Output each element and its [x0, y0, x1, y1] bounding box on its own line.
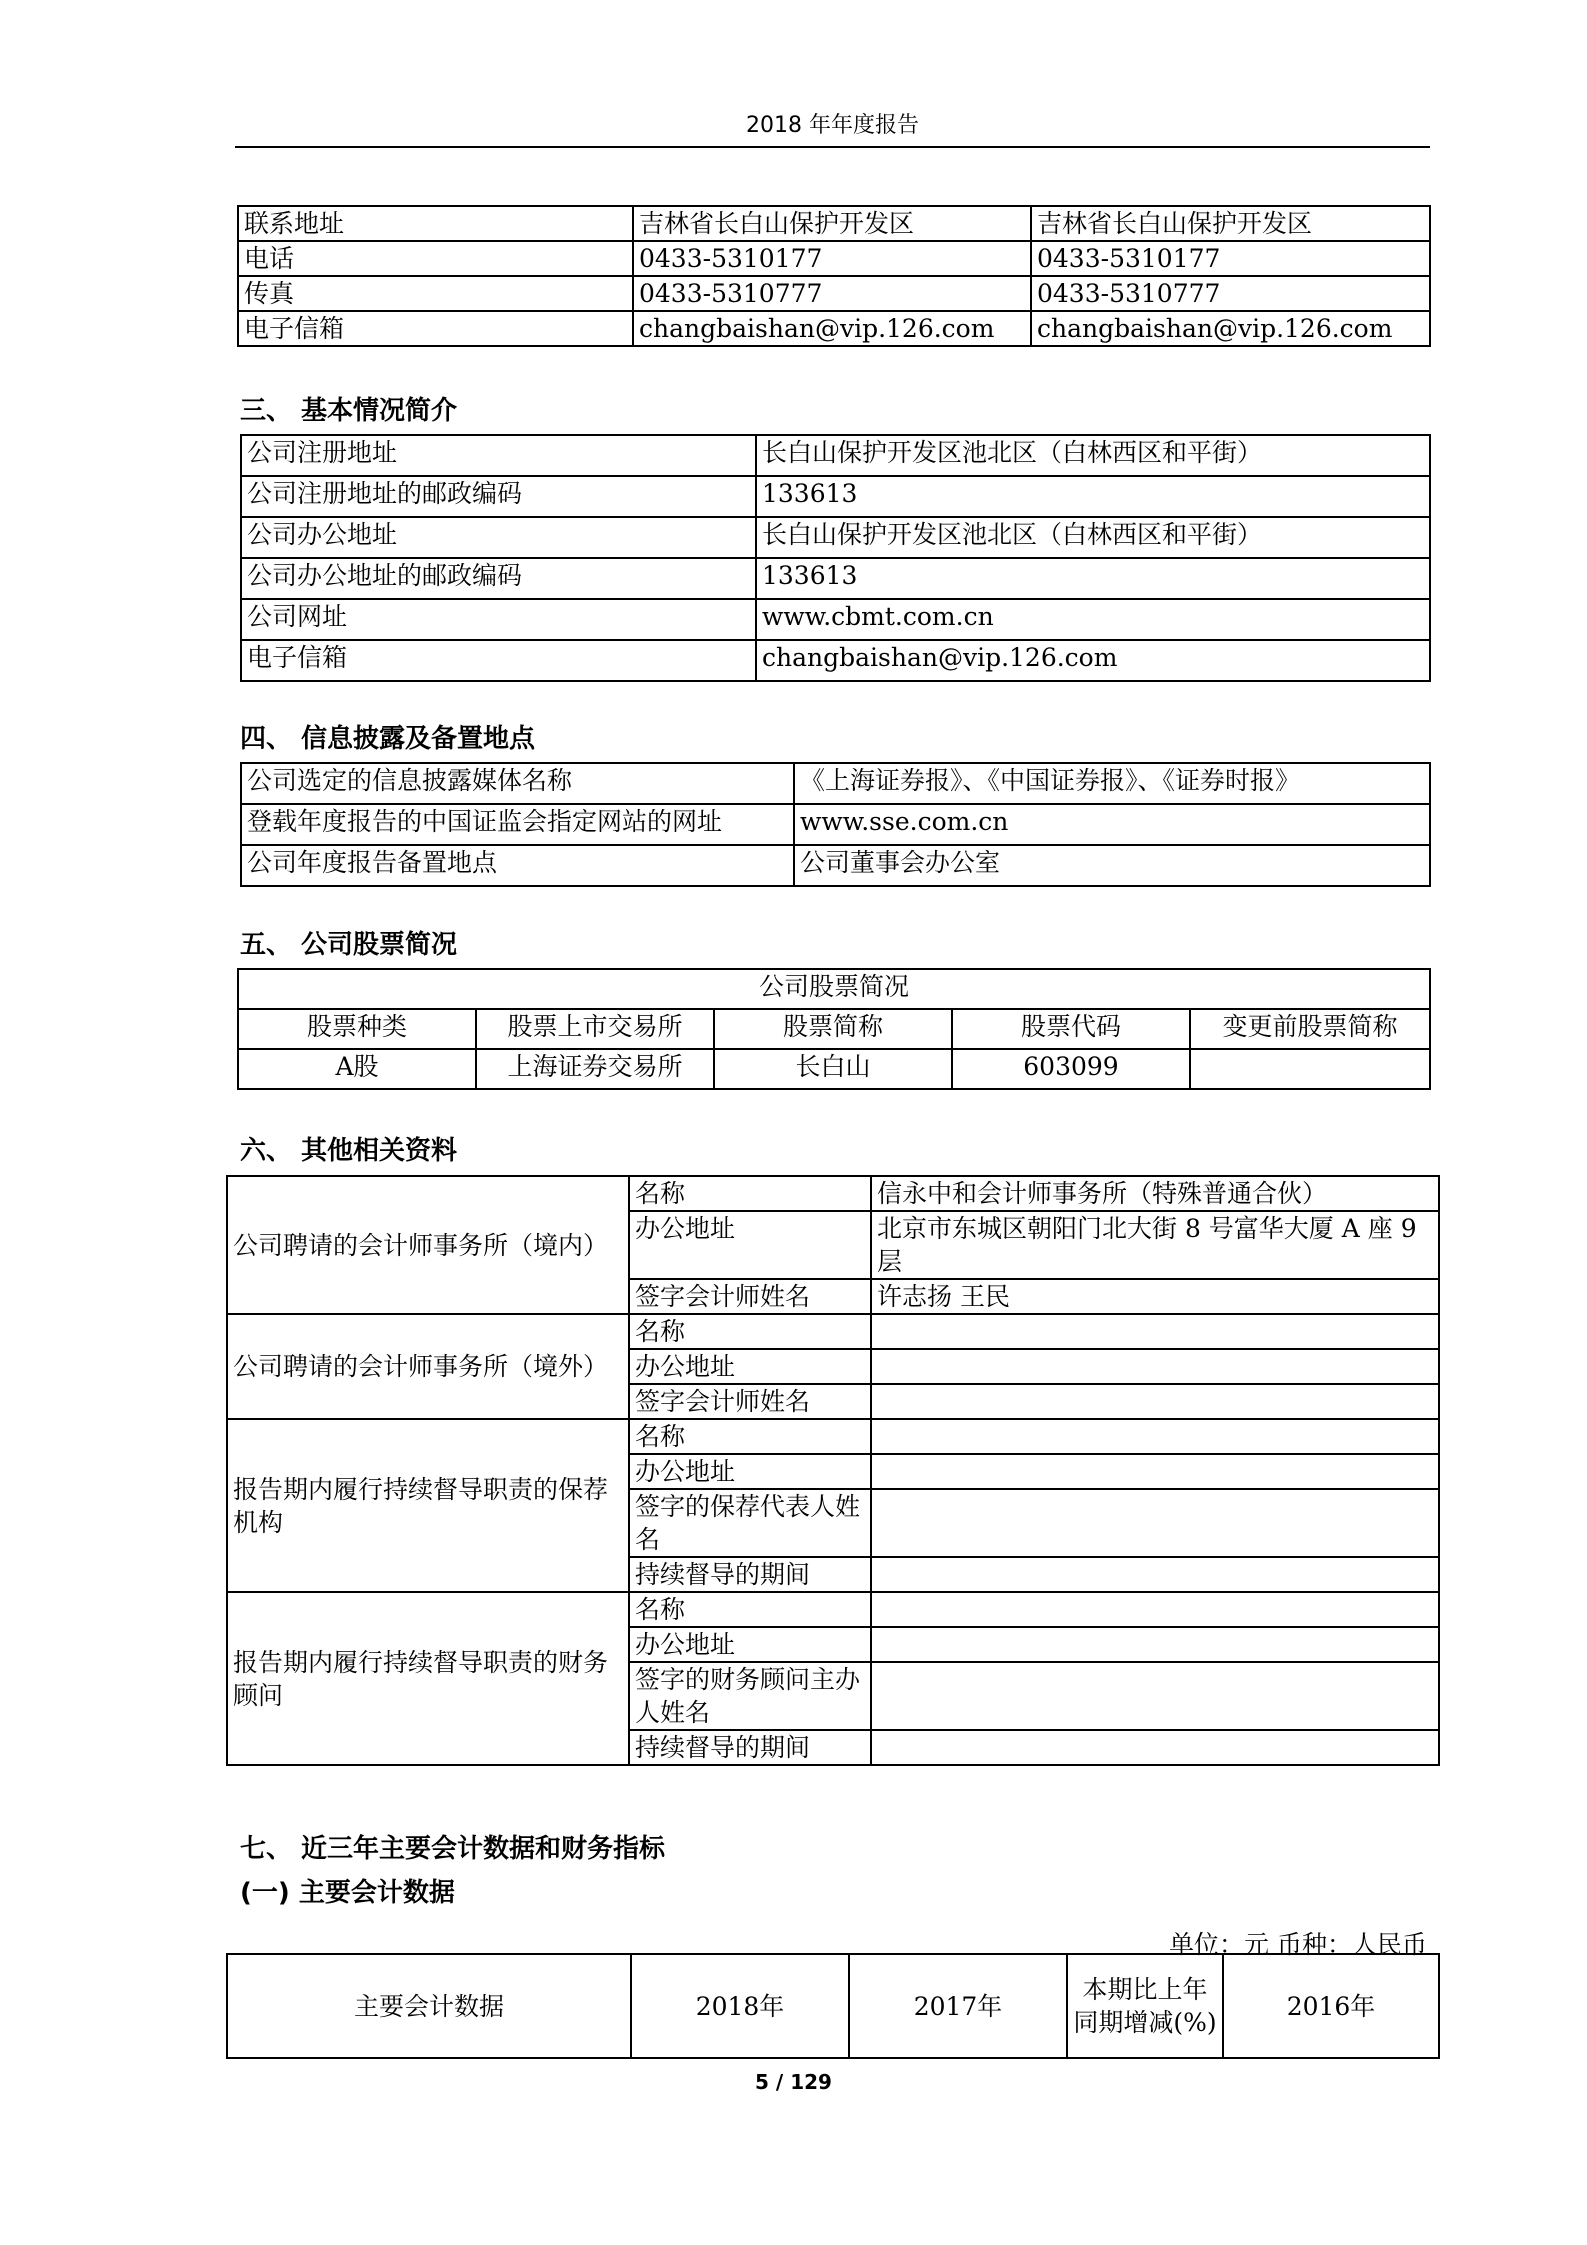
page-number: 5 / 129	[755, 2070, 832, 2094]
disclosure-value: 《上海证券报》、《中国证券报》、《证券时报》	[794, 763, 1430, 804]
disclosure-label: 公司年度报告备置地点	[241, 845, 794, 886]
column-header: 2016年	[1223, 1954, 1439, 2058]
group-label: 公司聘请的会计师事务所（境外）	[227, 1314, 629, 1419]
section-5-title: 五、 公司股票简况	[240, 930, 458, 960]
info-value: www.cbmt.com.cn	[756, 599, 1430, 640]
disclosure-label: 登载年度报告的中国证监会指定网站的网址	[241, 804, 794, 845]
table-header-row	[238, 1009, 1430, 1049]
contact-label: 联系地址	[238, 206, 633, 241]
section-4-title: 四、 信息披露及备置地点	[240, 724, 536, 754]
table-row	[241, 558, 1430, 599]
basic-info-table	[240, 434, 1431, 682]
info-label: 电子信箱	[241, 640, 756, 681]
table-row	[241, 599, 1430, 640]
page-header: 2018 年年度报告	[746, 113, 919, 138]
column-header: 2017年	[849, 1954, 1067, 2058]
table-row	[241, 435, 1430, 476]
item-label: 签字会计师姓名	[629, 1384, 871, 1419]
contact-value: 0433-5310177	[633, 241, 1031, 276]
info-value: 133613	[756, 558, 1430, 599]
item-value	[871, 1419, 1439, 1454]
table-row	[241, 640, 1430, 681]
table-row	[227, 1592, 1439, 1627]
item-label: 签字会计师姓名	[629, 1279, 871, 1314]
item-label: 办公地址	[629, 1211, 871, 1279]
contact-table	[237, 205, 1431, 347]
item-label: 持续督导的期间	[629, 1557, 871, 1592]
table-row	[241, 845, 1430, 886]
contact-value: 0433-5310177	[1031, 241, 1430, 276]
item-label: 办公地址	[629, 1454, 871, 1489]
contact-label: 电子信箱	[238, 311, 633, 346]
section-7-subtitle: (一) 主要会计数据	[240, 1878, 455, 1908]
item-label: 签字的财务顾问主办人姓名	[629, 1662, 871, 1730]
item-label: 办公地址	[629, 1627, 871, 1662]
table-row	[238, 969, 1430, 1009]
table-row	[238, 311, 1430, 346]
item-value	[871, 1454, 1439, 1489]
other-info-table	[226, 1175, 1440, 1766]
table-row	[241, 476, 1430, 517]
item-value	[871, 1662, 1439, 1730]
table-row	[238, 241, 1430, 276]
info-value: 长白山保护开发区池北区（白林西区和平街）	[756, 517, 1430, 558]
column-header: 股票上市交易所	[476, 1009, 714, 1049]
table-row	[227, 1419, 1439, 1454]
section-7-title: 七、 近三年主要会计数据和财务指标	[240, 1834, 666, 1864]
item-value	[871, 1627, 1439, 1662]
contact-value: 0433-5310777	[1031, 276, 1430, 311]
table-header-row	[227, 1954, 1439, 2058]
item-value	[871, 1730, 1439, 1765]
table-row	[238, 1049, 1430, 1089]
info-label: 公司注册地址	[241, 435, 756, 476]
stock-code: 603099	[952, 1049, 1190, 1089]
info-value: 133613	[756, 476, 1430, 517]
item-value: 信永中和会计师事务所（特殊普通合伙）	[871, 1176, 1439, 1211]
section-6-title: 六、 其他相关资料	[240, 1136, 458, 1166]
disclosure-table	[240, 762, 1431, 887]
item-value	[871, 1314, 1439, 1349]
group-label: 公司聘请的会计师事务所（境内）	[227, 1176, 629, 1314]
info-label: 公司办公地址的邮政编码	[241, 558, 756, 599]
section-3-title: 三、 基本情况简介	[240, 396, 458, 426]
item-label: 办公地址	[629, 1349, 871, 1384]
table-row	[241, 804, 1430, 845]
item-value	[871, 1349, 1439, 1384]
table-row	[241, 517, 1430, 558]
contact-value: changbaishan@vip.126.com	[1031, 311, 1430, 346]
disclosure-value: 公司董事会办公室	[794, 845, 1430, 886]
table-row	[238, 206, 1430, 241]
column-header: 变更前股票简称	[1190, 1009, 1430, 1049]
item-label: 名称	[629, 1176, 871, 1211]
disclosure-label: 公司选定的信息披露媒体名称	[241, 763, 794, 804]
item-label: 持续督导的期间	[629, 1730, 871, 1765]
stock-exchange: 上海证券交易所	[476, 1049, 714, 1089]
contact-label: 传真	[238, 276, 633, 311]
item-value	[871, 1592, 1439, 1627]
stock-type: A股	[238, 1049, 476, 1089]
info-label: 公司网址	[241, 599, 756, 640]
item-label: 名称	[629, 1419, 871, 1454]
column-header: 股票简称	[714, 1009, 952, 1049]
column-header: 股票代码	[952, 1009, 1190, 1049]
group-label: 报告期内履行持续督导职责的财务顾问	[227, 1592, 629, 1765]
stock-table	[237, 968, 1431, 1090]
unit-currency-note: 单位：元 币种：人民币	[1169, 1930, 1427, 1959]
item-value	[871, 1384, 1439, 1419]
disclosure-value: www.sse.com.cn	[794, 804, 1430, 845]
contact-value: changbaishan@vip.126.com	[633, 311, 1031, 346]
contact-label: 电话	[238, 241, 633, 276]
stock-former-name	[1190, 1049, 1430, 1089]
contact-value: 吉林省长白山保护开发区	[1031, 206, 1430, 241]
item-value: 许志扬 王民	[871, 1279, 1439, 1314]
info-label: 公司办公地址	[241, 517, 756, 558]
table-row	[238, 276, 1430, 311]
item-label: 签字的保荐代表人姓名	[629, 1489, 871, 1557]
info-value: changbaishan@vip.126.com	[756, 640, 1430, 681]
item-label: 名称	[629, 1314, 871, 1349]
table-row	[227, 1176, 1439, 1211]
item-value: 北京市东城区朝阳门北大街 8 号富华大厦 A 座 9 层	[871, 1211, 1439, 1279]
item-label: 名称	[629, 1592, 871, 1627]
item-value	[871, 1557, 1439, 1592]
stock-short-name: 长白山	[714, 1049, 952, 1089]
column-header: 股票种类	[238, 1009, 476, 1049]
group-label: 报告期内履行持续督导职责的保荐机构	[227, 1419, 629, 1592]
stock-table-title: 公司股票简况	[238, 969, 1430, 1009]
column-header: 主要会计数据	[227, 1954, 631, 2058]
column-header: 本期比上年同期增减(%)	[1067, 1954, 1223, 2058]
header-rule	[235, 146, 1430, 148]
contact-value: 吉林省长白山保护开发区	[633, 206, 1031, 241]
table-row	[227, 1314, 1439, 1349]
table-row	[241, 763, 1430, 804]
info-value: 长白山保护开发区池北区（白林西区和平街）	[756, 435, 1430, 476]
item-value	[871, 1489, 1439, 1557]
column-header: 2018年	[631, 1954, 849, 2058]
info-label: 公司注册地址的邮政编码	[241, 476, 756, 517]
accounting-data-table	[226, 1953, 1440, 2059]
contact-value: 0433-5310777	[633, 276, 1031, 311]
